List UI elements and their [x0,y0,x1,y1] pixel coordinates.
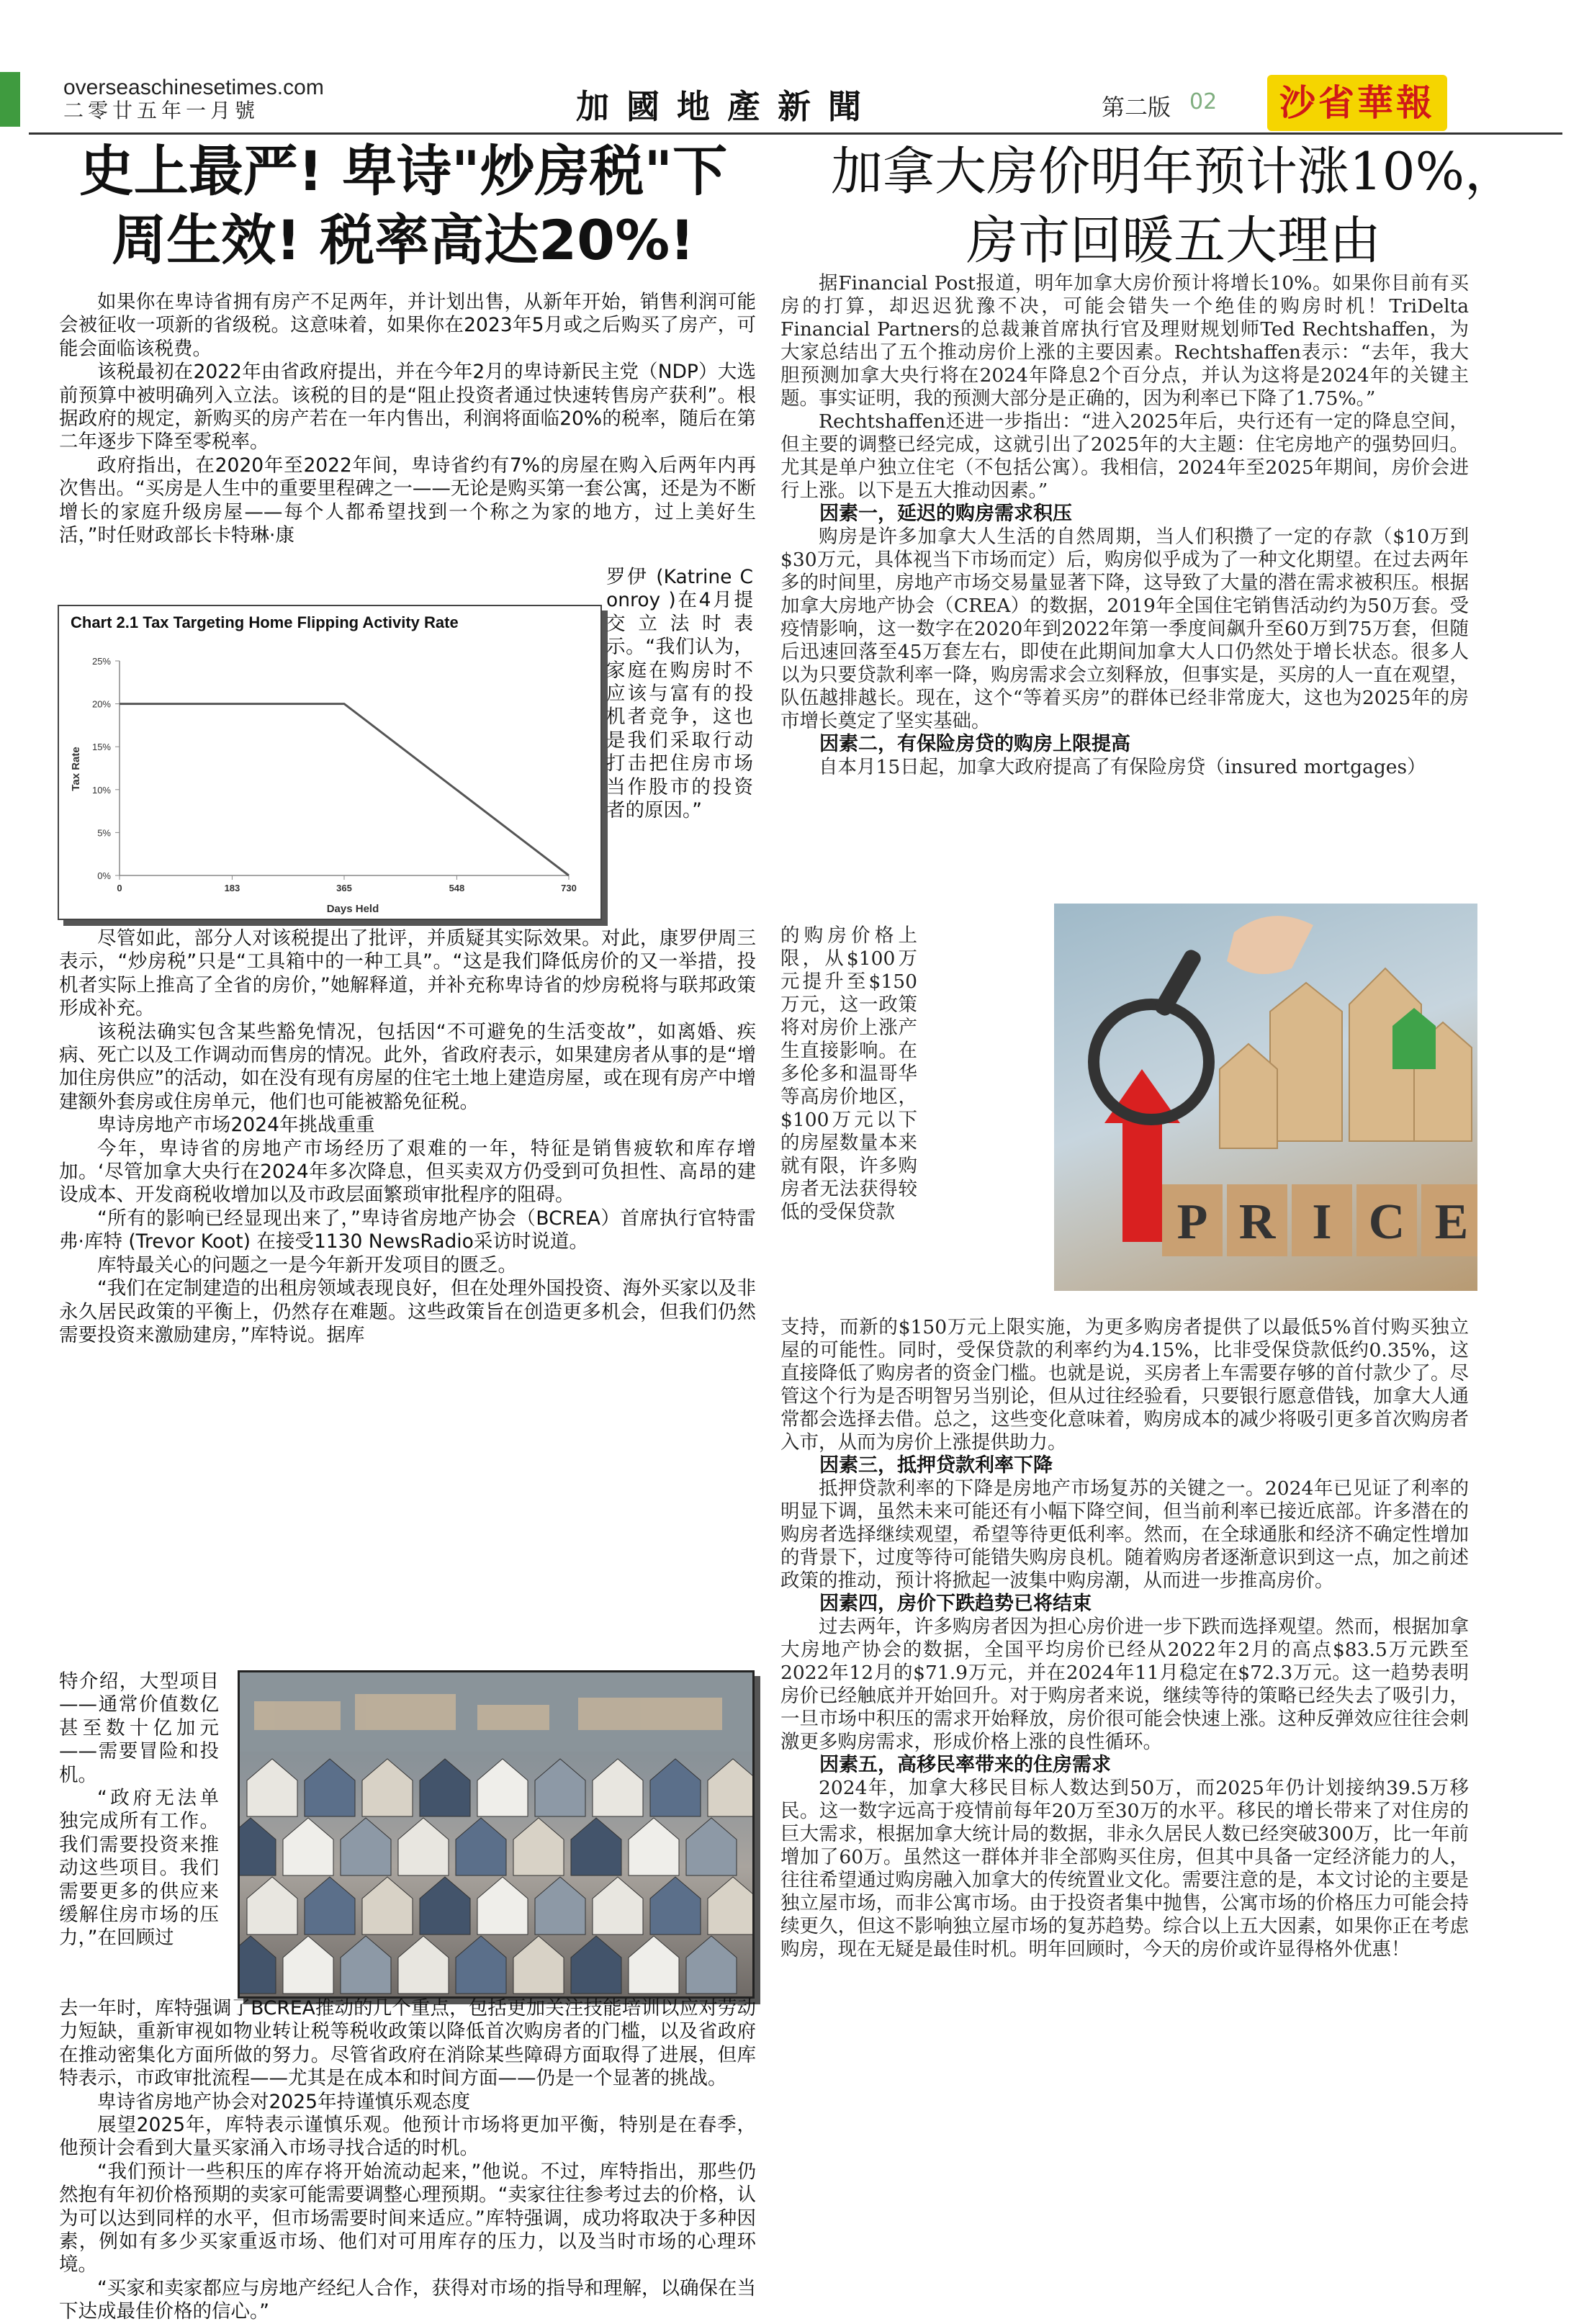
price-letter: E [1435,1194,1469,1250]
x-tick-label: 730 [561,883,577,893]
price-concept-photo [1054,904,1477,1291]
x-tick-label: 548 [449,883,465,893]
paragraph: 购房是许多加拿大人生活的自然周期，当人们积攒了一定的存款（$10万到$30万元，具体视当下市场而定）后，购房似乎成为了一种文化期望。在过去两年多的时间里，房地产市场交易量显著下降，这导致了大量的潜在需求被积压。根据加拿大房地产协会（CREA）的数据，2019年全国住宅销售活动约为50万套。受疫情影响，这一数字在2020年到2022年第一季度间飙升至60万到75万套，但随后迅速回落至45万套左右，即使在此期间加拿大人口仍然处于增长状态。很多人以为只要贷款利率一降，购房需求会立刻释放，但事实是，买房的人一直在观望，队伍越排越长。现在，这个“等着买房”的群体已经非常庞大，这也为2025年的房市增长奠定了坚实基础。 [780,526,1469,733]
house-shape [650,1877,701,1935]
house-shape [456,1818,506,1875]
house-shape [629,1818,679,1875]
y-tick-label: 0% [97,870,111,881]
paragraph: 尽管如此，部分人对该税提出了批评，并质疑其实际效果。对此，康罗伊周三表示，“炒房税”只是“工具箱中的一种工具”。“这是我们降低房价的又一举措，投机者实际上推高了全省的房价，”她解释道，并补充称卑诗省的炒房税将与联邦政策形成补充。 [59,927,756,1021]
house-shape [708,1759,752,1816]
right-subheading-4: 因素四，房价下跌趋势已将结束 [780,1593,1469,1616]
house-shape [240,1936,276,1994]
paragraph: 支持，而新的$150万元上限实施，为更多购房者提供了以最低5%首付购买独立屋的可能性。同时，受保贷款的利率约为4.15%，比非受保贷款低约0.35%，这直接降低了购房者的资金门槛。也就是说，买房者上车需要存够的首付款少了。尽管这个行为是否明智另当别论，但从过往经验看，只要银行愿意借钱，加拿大人通常都会选择去借。总之，这些变化意味着，购房成本的减少将吸引更多首次购房者入市，从而为房价上涨提供助力。 [780,1316,1469,1454]
y-tick-label: 15% [92,742,111,752]
house-shape [535,1877,585,1935]
page-number: 02 [1189,89,1217,114]
y-tick-label: 5% [97,827,111,838]
x-tick-label: 183 [225,883,240,893]
left-side-column [606,566,753,822]
page-label: 第二版 [1102,89,1171,122]
house-shape [341,1936,391,1994]
chart-y-axis-label: Tax Rate [70,747,82,791]
paragraph: 据Financial Post报道，明年加拿大房价预计将增长10%。如果你目前有买房的打算，却迟迟犹豫不决，可能会错失一个绝佳的购房时机！TriDelta Financial Partners的总裁兼首席执行官及理财规划师Ted Rechtshaffen，为大家总结出了五个推动房价上涨的主要因素。Rechtshaffen表示：“去年，我大胆预测加拿大央行将在2024年降息2个百分点，并认为这将是2024年的关键主题。事实证明，我的预测大部分是正确的，因为利率已下降了1.75%。” [780,272,1469,410]
house-shape [398,1818,449,1875]
house-shape [513,1936,564,1994]
issue-date: 二零廿五年一月號 [63,99,259,122]
left-title-line-2: 周生效! 税率高达20%! [43,206,763,275]
house-shape [247,1759,297,1816]
house-shape [571,1936,621,1994]
right-article-body-top [780,272,1469,779]
y-tick-label: 25% [92,656,111,667]
right-subheading-5: 因素五，高移民率带来的住房需求 [780,1754,1469,1777]
house-shape [341,1818,391,1875]
house-shape [629,1936,679,1994]
house-shape [571,1818,621,1875]
left-article-body-bottom [59,1997,756,2324]
paragraph: 展望2025年，库特表示谨慎乐观。他预计市场将更加平衡，特别是在春季，他预计会看到大量买家涌入市场寻找合适的时机。 [59,2114,756,2161]
house-shape [513,1818,564,1875]
price-letter: C [1369,1194,1405,1250]
chart-series [120,704,569,876]
paragraph: 政府指出，在2020年至2022年间，卑诗省约有7%的房屋在购入后两年内再次售出。“买房是人生中的重要里程碑之一——无论是购买第一套公寓，还是为不断增长的家庭升级房屋——每个人都希望找到一个称之为家的地方，过上美好生活，”时任财政部长卡特琳·康 [59,454,756,548]
house-shape [305,1759,355,1816]
paragraph: 的购房价格上限，从$100万元提升至$150万元，这一政策将对房价上涨产生直接影响。在多伦多和温哥华等高房价地区，$100万元以下的房屋数量本来就有限，许多购房者无法获得较低的受保贷款 [780,924,917,1224]
chart-x-axis-label: Days Held [327,903,379,915]
paragraph: 自本月15日起，加拿大政府提高了有保险房贷（insured mortgages） [780,756,1469,779]
paragraph: “我们在定制建造的出租房领域表现良好，但在处理外国投资、海外买家以及非永久居民政策的平衡上，仍然存在难题。这些政策旨在创造更多机会，但我们仍然需要投资来激励建房，”库特说。据库 [59,1277,756,1347]
house-shape [593,1877,643,1935]
y-tick-label: 20% [92,699,111,710]
left-title-line-1: 史上最严! 卑诗"炒房税"下 [43,137,763,206]
price-blocks [1162,1184,1477,1256]
house-shape [247,1877,297,1935]
house-shape [535,1759,585,1816]
left-subheading-2: 卑诗省房地产协会对2025年持谨慎乐观态度 [59,2091,756,2114]
section-title: 加國地產新聞 [576,81,878,128]
paragraph: 今年，卑诗省的房地产市场经历了艰难的一年，特征是销售疲软和库存增加。‘尽管加拿大央行在2024年多次降息，但买卖双方仍受到可负担性、高昂的建设成本、开发商税收增加以及市政层面繁琐审批程序的阻碍。 [59,1138,756,1207]
chart-canvas [59,606,600,919]
y-tick-label: 10% [92,785,111,796]
paragraph: 抵押贷款利率的下降是房地产市场复苏的关键之一。2024年已见证了利率的明显下调，虽然未来可能还有小幅下降空间，但当前利率已接近底部。许多潜在的购房者选择继续观望，希望等待更低利率。然而，在全球通胀和经济不确定性增加的背景下，过度等待可能错失购房良机。随着购房者逐渐意识到这一点，加之前述政策的推动，预计将掀起一波集中购房潮，从而进一步推高房价。 [780,1477,1469,1593]
housing-development-photo [238,1670,755,1999]
right-side-column [780,924,917,1224]
chart-title: Chart 2.1 Tax Targeting Home Flipping Activity Rate [71,613,459,631]
house-shape [477,1877,528,1935]
house-rows [240,1759,752,1994]
price-letter: R [1239,1194,1277,1250]
left-side-column-2 [59,1670,219,1950]
price-letter: P [1177,1194,1208,1250]
header-divider [29,132,1562,135]
right-title-line-2: 房市回暖五大理由 [778,206,1570,275]
house-shape [283,1818,333,1875]
right-subheading-1: 因素一，延迟的购房需求积压 [780,503,1469,526]
newspaper-logo: 沙省華報 [1267,75,1447,131]
house-shape [283,1936,333,1994]
paragraph: 过去两年，许多购房者因为担心房价进一步下跌而选择观望。然而，根据加拿大房地产协会的数据，全国平均房价已经从2022年2月的高点$83.5万元跌至2022年12月的$71.9万元，并在2024年11月稳定在$72.3万元。这一趋势表明房价已经触底并开始回升。对于购房者来说，继续等待的策略已经失去了吸引力，一旦市场中积压的需求开始释放，房价很可能会快速上涨。这种反弹效应往往会刺激更多购房需求，形成价格上涨的良性循环。 [780,1616,1469,1754]
house-shape [240,1818,276,1875]
left-article-body-mid [59,927,756,1347]
chart-ticks [92,656,577,893]
house-shape [686,1818,737,1875]
paragraph: “我们预计一些积压的库存将开始流动起来，”他说。不过，库特指出，那些仍然抱有年初价格预期的卖家可能需要调整心理预期。“卖家往往参考过去的价格，认为可以达到同样的水平，但市场需要时间来适应。”库特强调，成功将取决于多种因素，例如有多少买家重返市场、他们对可用库存的压力，以及当时市场的心理环境。 [59,2161,756,2277]
right-title-line-1: 加拿大房价明年预计涨10%， [778,137,1570,206]
right-article-title [778,137,1570,275]
housing-photo-illustration [240,1672,752,1996]
paragraph: 特介绍，大型项目——通常价值数亿甚至数十亿加元——需要冒险和投机。 [59,1670,219,1787]
paragraph: 如果你在卑诗省拥有房产不足两年，并计划出售，从新年开始，销售利润可能会被征收一项新的省级税。这意味着，如果你在2023年5月或之后购买了房产，可能会面临该税费。 [59,291,756,361]
house-shape [477,1759,528,1816]
left-subheading-1: 卑诗房地产市场2024年挑战重重 [59,1114,756,1137]
house-shape [398,1936,449,1994]
header-accent-bar [0,72,20,127]
right-article-body-bottom [780,1316,1469,1961]
house-shape [456,1936,506,1994]
paragraph: “买家和卖家都应与房地产经纪人合作，获得对市场的指导和理解，以确保在当下达成最佳价格的信心。” [59,2277,756,2324]
house-shape [708,1877,752,1935]
x-tick-label: 0 [117,883,122,893]
price-photo-illustration [1054,904,1477,1291]
house-shape [420,1759,470,1816]
house-shape [650,1759,701,1816]
paragraph: “所有的影响已经显现出来了，”卑诗省房地产协会（BCREA）首席执行官特雷弗·库特 (Trevor Koot) 在接受1130 NewsRadio采访时说道。 [59,1207,756,1254]
paragraph: 2024年，加拿大移民目标人数达到50万，而2025年仍计划接纳39.5万移民。这一数字远高于疫情前每年20万至30万的水平。移民的增长带来了对住房的巨大需求，根据加拿大统计局的数据，非永久居民人数已经突破300万，比一年前增加了60万。虽然这一群体并非全部购买住房，但其中具备一定经济能力的人，往往希望通过购房融入加拿大的传统置业文化。需要注意的是，本文讨论的主要是独立屋市场，而非公寓市场。由于投资者集中抛售，公寓市场的价格压力可能会持续更久，但这不影响独立屋市场的复苏趋势。综合以上五大因素，如果你正在考虑购房，现在无疑是最佳时机。明年回顾时，今天的房价或许显得格外优惠！ [780,1777,1469,1961]
paragraph: “政府无法单独完成所有工作。我们需要投资来推动这些项目。我们需要更多的供应来缓解住房市场的压力，”在回顾过 [59,1787,219,1950]
paragraph: 该税法确实包含某些豁免情况，包括因“不可避免的生活变故”，如离婚、疾病、死亡以及工作调动而售房的情况。此外，省政府表示，如果建房者从事的是“增加住房供应”的活动，如在没有现有房屋的住宅土地上建造房屋，或在现有房产中增建额外套房或住房单元，他们也可能被豁免征税。 [59,1021,756,1114]
x-tick-label: 365 [336,883,352,893]
paragraph: Rechtshaffen还进一步指出：“进入2025年后，央行还有一定的降息空间，但主要的调整已经完成，这就引出了2025年的大主题：住宅房地产的强势回归。尤其是单户独立住宅（不包括公寓）。我相信，2024年至2025年期间，房价会进行上涨。以下是五大推动因素。” [780,410,1469,503]
paragraph: 该税最初在2022年由省政府提出，并在今年2月的卑诗新民主党（NDP）大选前预算中被明确列入立法。该税的目的是“阻止投资者通过快速转售房产获利”。根据政府的规定，新购买的房产若在一年内售出，利润将面临20%的税率，随后在第二年逐步下降至零税率。 [59,361,756,454]
house-shape [362,1877,413,1935]
price-letter: I [1312,1194,1331,1250]
paragraph: 库特最关心的问题之一是今年新开发项目的匮乏。 [59,1254,756,1277]
left-article-body-top [59,291,756,547]
house-shape [593,1759,643,1816]
tax-rate-chart [58,605,602,920]
left-article-title [43,137,763,275]
right-subheading-3: 因素三，抵押贷款利率下降 [780,1454,1469,1477]
house-shape [305,1877,355,1935]
house-shape [420,1877,470,1935]
site-url[interactable]: overseaschinesetimes.com [63,76,324,99]
chart-axes [120,661,569,875]
right-subheading-2: 因素二，有保险房贷的购房上限提高 [780,733,1469,756]
house-shape [362,1759,413,1816]
paragraph: 罗伊 (Katrine Conroy )在4月提交立法时表示。“我们认为，家庭在购房时不应该与富有的投机者竞争，这也是我们采取行动打击把住房市场当作股市的投资者的原因。” [606,566,753,822]
house-shape [686,1936,737,1994]
tax-rate-line [120,704,569,875]
paragraph: 去一年时，库特强调了BCREA推动的几个重点，包括更加关注技能培训以应对劳动力短缺，重新审视如物业转让税等税收政策以降低首次购房者的门槛，以及省政府在推动密集化方面所做的努力。尽管省政府在消除某些障碍方面取得了进展，但库特表示，市政审批流程——尤其是在成本和时间方面——仍是一个显著的挑战。 [59,1997,756,2091]
